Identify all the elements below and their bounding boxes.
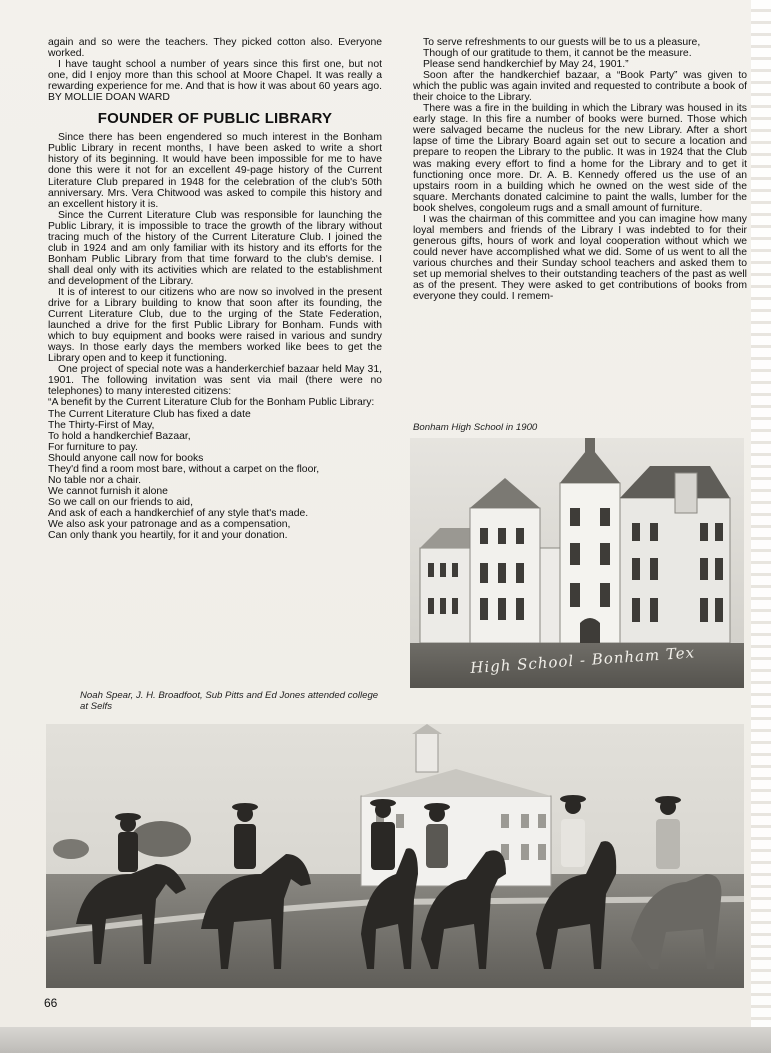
invitation-line: Should anyone call now for books	[48, 452, 204, 464]
invitation-line: For furniture to pay.	[48, 441, 138, 453]
invitation-line: The Thirty-First of May,	[48, 419, 155, 431]
page-number: 66	[44, 996, 58, 1010]
right-column	[413, 37, 747, 302]
riders-photo-caption: Noah Spear, J. H. Broadfoot, Sub Pitts and Ed Jones attended college at Selfs	[80, 690, 379, 712]
invitation-line: So we call on our friends to aid,	[48, 496, 193, 508]
bonham-high-school-photo	[410, 438, 744, 688]
article-paragraph: I was the chairman of this committee and you can imagine how many loyal members and friends of the Library I was indebted to for their generous gifts, hours of work and loyal cooperation without which we could never have accomplished what we did. Some of us went to all the various churches and their Sunday school teachers and asked them to set up memorial shelves to their outstanding teachers of the past as well as of the present. They were asked to get contributions of books from everyone they could. I remem-	[413, 213, 747, 303]
invitation-line: Can only thank you heartily, for it and your donation.	[48, 530, 288, 542]
article-paragraph: There was a fire in the building in which the Library was housed in its early stage. In this fire a number of books were burned. Those which were salvaged became the nucleus for the new Library. After a short lapse of time the Library Board again set out to secure a location and prepare to reopen the Library to the public. It was in 1924 that the Club was making every effort to find a home for the Library and to get it functioning once more. Dr. A. B. Kennedy offered us the use of an upstairs room in a building which he owned on the west side of the square. Merchants donated calcimine to paint the walls, lumber for the book shelves, congoleum rugs and a small amount of furniture.	[413, 103, 747, 214]
scan-bottom-margin	[0, 1027, 771, 1053]
invitation-line: They'd find a room most bare, without a carpet on the floor,	[48, 463, 320, 475]
intro-paragraph: again and so were the teachers. They picked cotton also. Everyone worked.	[48, 37, 382, 60]
invitation-line: To hold a handkerchief Bazaar,	[48, 430, 191, 442]
article-paragraph: It is of interest to our citizens who are now so involved in the present drive for a Library building to know that soon after its founding, the Current Literature Club, due to the urging of the State Federation, launched a drive for the first Public Library for Bonham. Funds with which to buy equipment and books were raised in various and sundry ways. In those early days the members worked like bees to get the Library open and to keep it functioning.	[48, 286, 382, 365]
riders-horseback-photo	[46, 724, 744, 988]
invitation-line: And ask of each a handkerchief of any style that's made.	[48, 507, 309, 519]
invitation-line: Please send handkerchief by May 24, 1901.”	[423, 59, 629, 71]
left-column	[48, 37, 382, 541]
invitation-line: Though of our gratitude to them, it cannot be the measure.	[423, 48, 692, 60]
torn-page-edge	[751, 0, 771, 1053]
photo-handwritten-inscription: High School - Bonham Tex	[469, 643, 696, 678]
article-paragraph: Since the Current Literature Club was responsible for launching the Public Library, it is impossible to trace the growth of the library without tracing much of the history of the Current Literature Club. I joined the club in 1924 and am only familiar with its history and its efforts for the Bonham Public Library from that time forward to the club's demise. I shall deal only with its activities which are related to the establishment and development of the Library.	[48, 209, 382, 287]
article-paragraph: One project of special note was a handerkerchief bazaar held May 31, 1901. The following invitation was sent via mail (there were no telephones) to many interested citizens:	[48, 364, 382, 398]
article-paragraph: Soon after the handkerchief bazaar, a “Book Party” was given to which the public was again invited and requested to contribute a book of their choice to the Library.	[413, 70, 747, 104]
article-paragraph: Since there has been engendered so much interest in the Bonham Public Library in recent months, I have been asked to write a short history of its beginning. It would have been impossible for me to have done this were it not for an excellent 49-page history of the Current Literature Club prepared in 1948 for the celebration of the club's 50th anniversary. Mrs. Vera Chitwood was asked to compile this history and an excellent history it is.	[48, 132, 382, 210]
riders-illustration	[46, 724, 744, 988]
school-photo-caption: Bonham High School in 1900	[413, 422, 538, 433]
intro-paragraph: I have taught school a number of years since this first one, but not one, did I enjoy more than this school at Moore Chapel. It was really a rewarding experience for me. And that is how it was about 60 years ago. BY MOLLIE DOAN WARD	[48, 59, 382, 104]
invitation-line: To serve refreshments to our guests will be to us a pleasure,	[423, 37, 701, 48]
invitation-line: We cannot furnish it alone	[48, 485, 168, 497]
invitation-line: No table nor a chair.	[48, 474, 141, 486]
invitation-line: “A benefit by the Current Literature Club for the Bonham Public Library: The Current Literature Club has fixed a date	[48, 397, 375, 420]
invitation-line: We also ask your patronage and as a compensation,	[48, 518, 291, 530]
article-heading: FOUNDER OF PUBLIC LIBRARY	[97, 110, 333, 128]
